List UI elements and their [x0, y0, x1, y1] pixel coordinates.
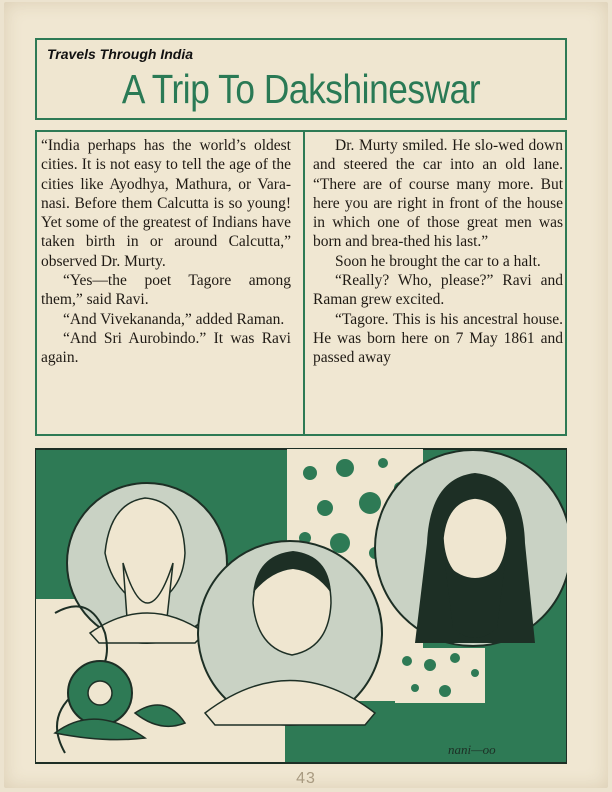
paragraph: “India perhaps has the world’s oldest cities. It is not easy to tell the age of the cities like Ayodhya, Mathura, or Vara-nasi. Before them Calcutta is so young! Yet some of the greatest of Indians have taken birth in or around Calcutta,” observed Dr. Murty. — [41, 137, 291, 270]
right-column — [313, 136, 563, 368]
left-column — [41, 136, 291, 368]
floral-pattern-bottom — [395, 648, 485, 703]
paragraph: “Yes—the poet Tagore among them,” said Ravi. — [41, 272, 291, 309]
series-label: Travels Through India — [47, 46, 193, 62]
portraits-illustration — [35, 443, 567, 767]
portrait-aurobindo — [375, 450, 567, 646]
paragraph: “Really? Who, please?” Ravi and Raman grew excited. — [313, 272, 563, 309]
page-number: 43 — [296, 770, 316, 787]
paragraph: Soon he brought the car to a halt. — [335, 252, 541, 270]
header-box — [35, 38, 567, 120]
story-title: A Trip To Dakshineswar — [121, 66, 481, 112]
artist-signature: nani—oo — [448, 742, 496, 757]
column-divider — [303, 132, 305, 434]
paragraph: Dr. Murty smiled. He slo-wed down and steered the car into an old lane. “There are of course many more. But here you are right in front of the house in which one of those great men was born and brea-thed his last.” — [313, 137, 563, 251]
paragraph: “Tagore. This is his ancestral house. He was born here on 7 May 1861 and passed away — [313, 310, 563, 367]
portrait-vivekananda — [198, 541, 382, 725]
paragraph: “And Vivekananda,” added Raman. — [63, 310, 285, 328]
paragraph: “And Sri Aurobindo.” It was Ravi again. — [41, 329, 291, 367]
story-text-box — [35, 130, 567, 436]
